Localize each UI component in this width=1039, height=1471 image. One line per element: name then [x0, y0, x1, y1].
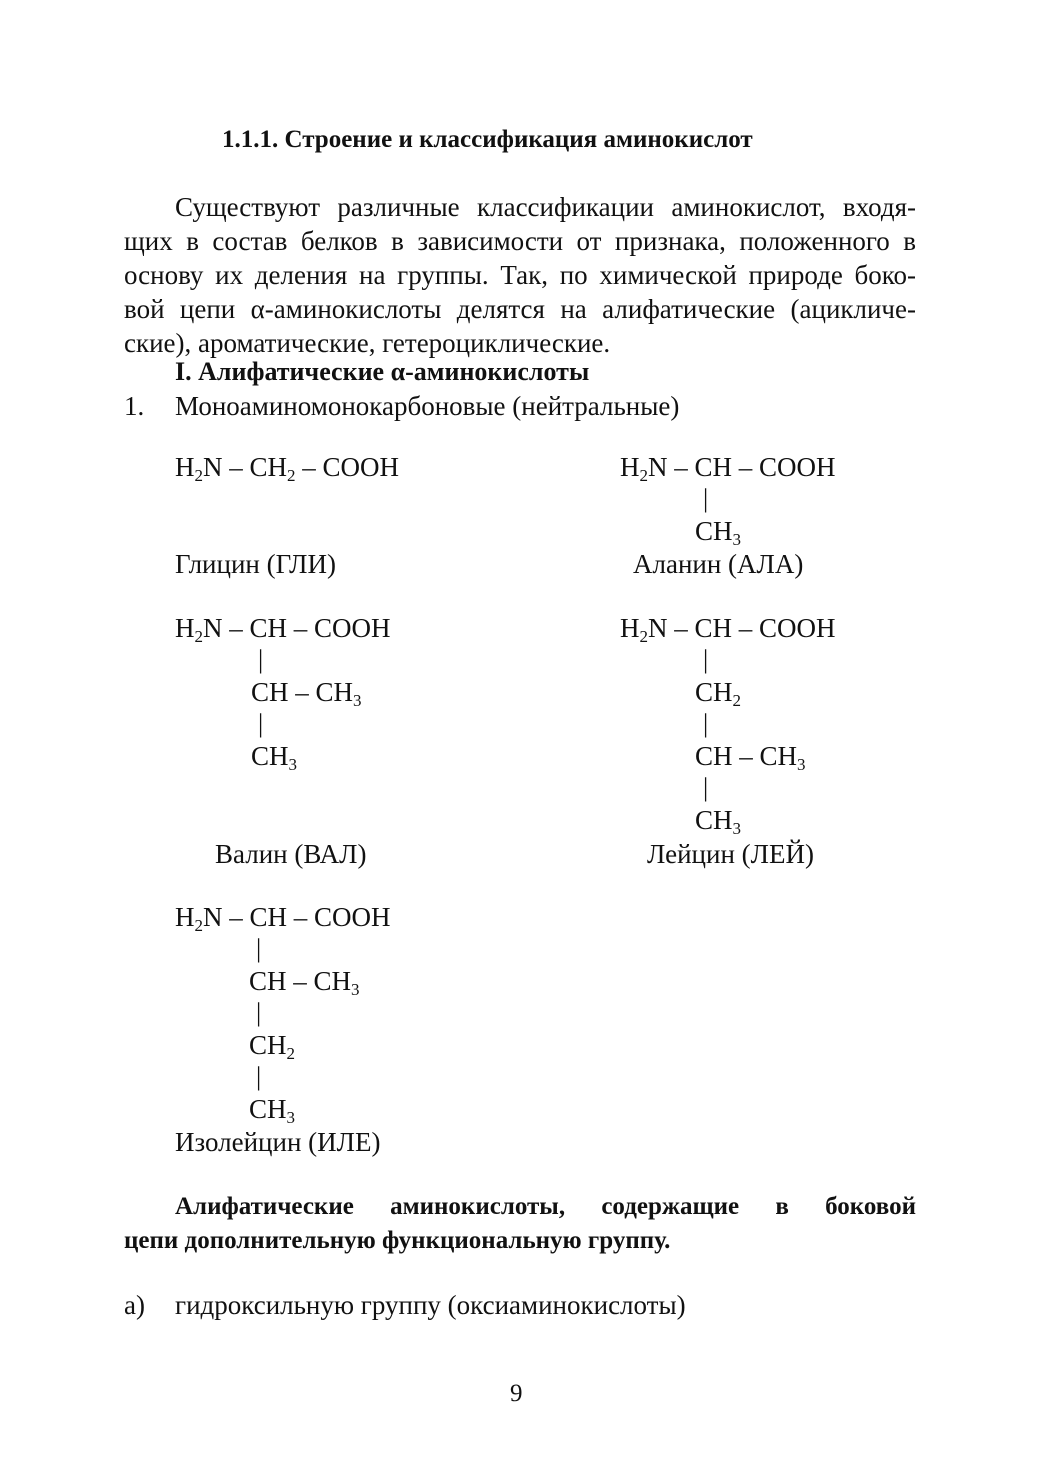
intro-paragraph: [124, 190, 916, 360]
intro-line: основу их деления на группы. Так, по химической природе боко-: [124, 260, 916, 290]
intro-line: Существуют различные классификации аминокислот, входя-: [175, 192, 916, 222]
bold-line: цепи дополнительную функциональную группу.: [124, 1227, 671, 1254]
intro-line: ские), ароматические, гетероциклические.: [124, 328, 611, 358]
isoleucine-side-chain: $CH_3$: [249, 1094, 296, 1127]
bond-bar: |: [258, 709, 264, 738]
item-a-text: гидроксильную группу (оксиаминокислоты): [175, 1290, 686, 1320]
bond-bar: |: [703, 645, 709, 674]
intro-line: щих в состав белков в зависимости от признака, положенного в: [124, 226, 916, 256]
alanine-side-chain: $CH_3$: [695, 516, 742, 549]
item-a-marker: а): [124, 1290, 145, 1320]
bond-bar: |: [258, 645, 264, 674]
section-title: 1.1.1. Строение и классификация аминокислот: [222, 126, 753, 153]
bond-bar: |: [703, 484, 709, 513]
alanine-formula: $H_2N$ – CH – COOH: [620, 452, 836, 485]
intro-line: вой цепи α-аминокислоты делятся на алифатические (ацикличе-: [124, 294, 916, 324]
bond-bar: |: [256, 1062, 262, 1091]
leucine-name: Лейцин (ЛЕЙ): [647, 839, 814, 869]
list-item-text: Моноаминомонокарбоновые (нейтральные): [175, 391, 680, 421]
bond-bar: |: [703, 773, 709, 802]
alanine-name: Аланин (АЛА): [633, 549, 804, 579]
leucine-side-chain: $CH_2$: [695, 677, 742, 710]
isoleucine-side-chain: $CH_2$: [249, 1030, 296, 1063]
bond-bar: |: [256, 934, 262, 963]
bold-line: Алифатические аминокислоты, содержащие в боковой: [175, 1193, 916, 1220]
isoleucine-formula: $H_2N$ – CH – COOH: [175, 902, 391, 935]
isoleucine-side-chain: CH – $CH_3$: [249, 966, 360, 999]
glycine-formula: $H_2N - CH_2$ – COOH: [175, 452, 400, 485]
list-marker: 1.: [124, 391, 145, 421]
leucine-side-chain: $CH_3$: [695, 805, 742, 838]
leucine-formula: $H_2N$ – CH – COOH: [620, 613, 836, 646]
isoleucine-name: Изолейцин (ИЛЕ): [175, 1127, 381, 1157]
valine-name: Валин (ВАЛ): [215, 839, 367, 869]
page-number: 9: [510, 1380, 523, 1407]
subheading: I. Алифатические α-аминокислоты: [175, 357, 590, 386]
bond-bar: |: [256, 998, 262, 1027]
leucine-side-chain: CH – $CH_3$: [695, 741, 806, 774]
bold-paragraph: [124, 1190, 916, 1258]
valine-side-chain: $CH_3$: [251, 741, 298, 774]
bond-bar: |: [703, 709, 709, 738]
valine-formula: $H_2N$ – CH – COOH: [175, 613, 391, 646]
glycine-name: Глицин (ГЛИ): [175, 549, 336, 579]
valine-side-chain: CH – $CH_3$: [251, 677, 362, 710]
